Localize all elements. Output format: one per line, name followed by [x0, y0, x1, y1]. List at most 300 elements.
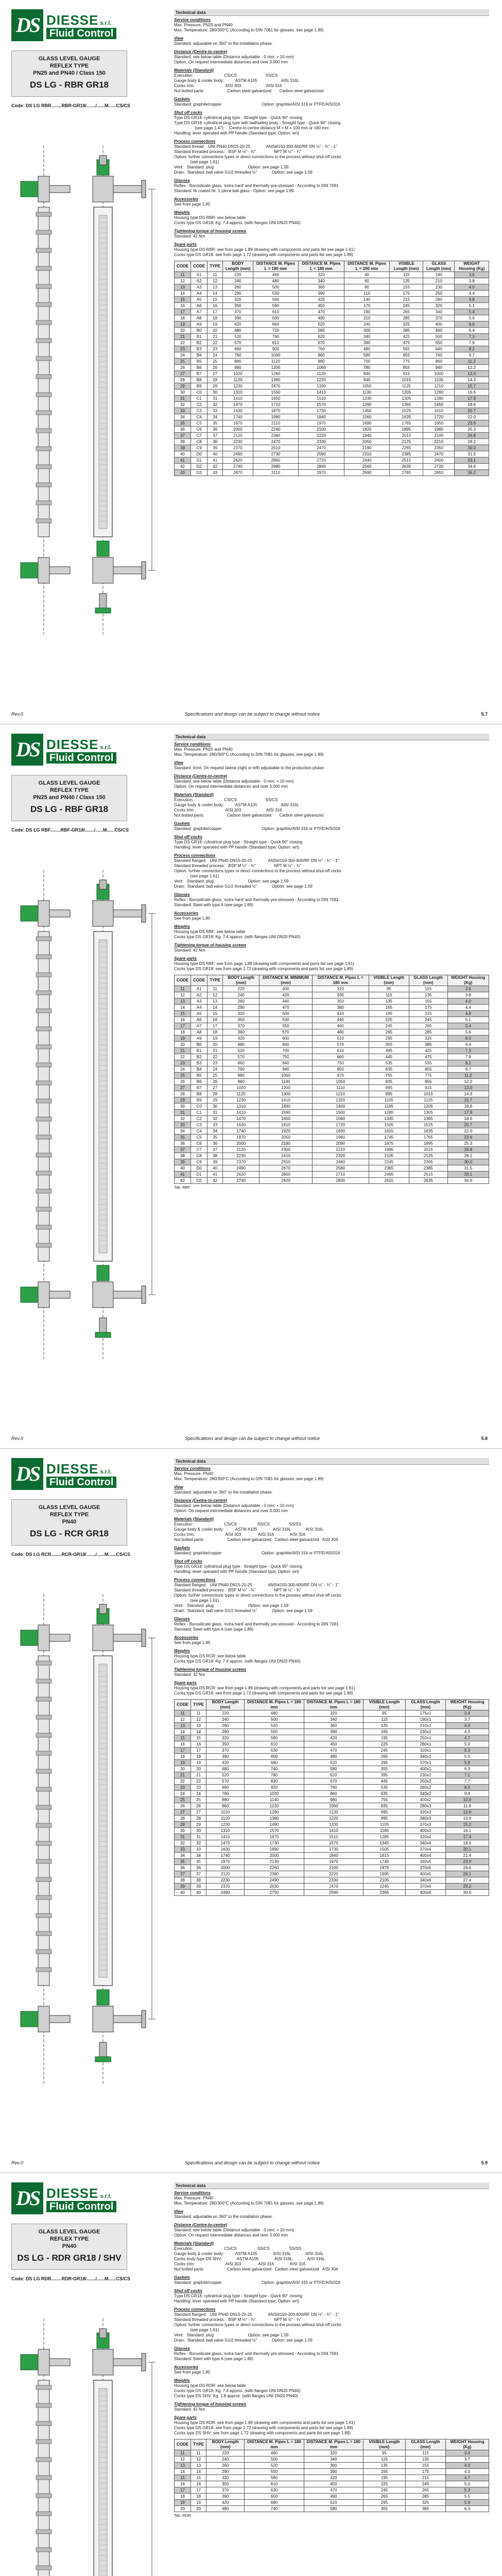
spec-section [174, 892, 489, 908]
spec-line: Option: further connections types or direct connections to the process without shut-off cocks [174, 2323, 341, 2327]
spec-line: Reflex - Borosilicate glass, 'extra hard' and thermally pre-stressed - According to DIN 7081 [174, 897, 339, 902]
table-cell: 1015 [390, 377, 423, 383]
table-cell: 24 [207, 352, 223, 359]
table-cell: 1895 [409, 1141, 447, 1147]
table-cell: 1140 [245, 1797, 304, 1803]
model-name: DS LG - RDR GR18 / SHV [17, 2253, 122, 2263]
table-cell: 225 [363, 2481, 406, 2487]
table-cell: 1710 [253, 402, 299, 408]
table-cell: 17 [175, 309, 191, 315]
table-cell: 740 [245, 1766, 304, 1772]
spec-line: Standard: see below table (Distance adjustable - 0 mm; + 10 mm) [174, 1503, 294, 1508]
table-cell: 165 [363, 1729, 406, 1735]
table-row [175, 1085, 489, 1091]
table-cell: 30 [175, 389, 191, 396]
table-cell: 2120 [223, 433, 253, 439]
table-cell: 960 [223, 1079, 259, 1085]
table-row [175, 1890, 489, 1896]
spec-line: Handling: lever operated with PP handle (Standard type; Option: wrt) [174, 1569, 300, 1574]
valve-body [93, 2349, 113, 2375]
table-cell: 1745 [363, 1859, 406, 1865]
table-header-cell: DISTANCE M. Pipes L = 180 mm [253, 261, 299, 272]
brand-name: DIESSE s.r.l. [46, 737, 112, 752]
table-cell: 880 [223, 1073, 259, 1079]
table-cell: 2130 [245, 1859, 304, 1865]
table-header-cell: DISTANCE M. Pipes L = 180 mm [245, 1700, 304, 1710]
table-row [175, 445, 489, 451]
table-row [175, 365, 489, 371]
table-cell: 32 [207, 402, 223, 408]
table-cell: 31 [175, 396, 191, 402]
table-cell: 1450 [344, 408, 390, 414]
spec-line: Cocks type DS GR18: Kg. 7.4 approx. (with flanges UNI DN20 PN40) [174, 2388, 301, 2393]
table-cell: 1995 [363, 1871, 406, 1877]
table-cell: 1650 [259, 1116, 313, 1122]
table-cell: 1310 [223, 389, 253, 396]
cover-bolt [36, 1661, 51, 1665]
table-cell: 29 [175, 1097, 191, 1104]
table-cell: 570 [259, 1029, 313, 1036]
table-cell: 2015 [409, 1147, 447, 1153]
flange [142, 180, 146, 198]
valve-handle-side [21, 1630, 38, 1646]
table-cell: 27 [207, 1085, 223, 1091]
spec-line: See from page 1.85 [174, 2370, 211, 2375]
table-cell: 520 [304, 1760, 363, 1766]
table-cell: 5.0 [445, 1741, 489, 1748]
table-cell: 25 [191, 1797, 206, 1803]
table-cell: 1120 [223, 377, 253, 383]
spec-section [174, 2307, 489, 2343]
table-cell: 20 [207, 328, 223, 334]
table-header-cell: GLASS Length (mm) [405, 1700, 445, 1710]
table-cell: 22 [191, 1778, 206, 1785]
table-cell: 14 [207, 291, 223, 297]
table-cell: 2620 [223, 1172, 259, 1178]
table-cell: 2180 [259, 1141, 313, 1147]
table-row [175, 1060, 489, 1066]
table-cell: 1490 [259, 1104, 313, 1110]
spec-section [174, 1559, 489, 1574]
table-cell: 2620 [223, 457, 253, 464]
table-row [175, 315, 489, 321]
table-cell: 15.7 [447, 1097, 489, 1104]
table-cell: 530 [253, 291, 299, 297]
table-cell: 445 [369, 1054, 409, 1060]
table-cell: 340 [304, 1717, 363, 1723]
table-cell: 8.2 [455, 346, 489, 352]
spec-section [174, 792, 489, 818]
table-cell: 620 [304, 1772, 363, 1778]
table-row [175, 1865, 489, 1871]
table-cell: 1840 [299, 414, 344, 420]
table-row [175, 998, 489, 1005]
table-cell: 43 [207, 470, 223, 476]
table-cell: 1120 [223, 1091, 259, 1097]
table-cell: 2490 [245, 1877, 304, 1884]
table-cell: 2690 [344, 470, 390, 476]
table-cell: 290 [223, 1005, 259, 1011]
valve-body [93, 176, 113, 202]
table-cell: 2980 [253, 464, 299, 470]
table-cell: 25 [207, 1073, 223, 1079]
table-row [175, 1877, 489, 1884]
table-cell: 1200 [259, 1085, 313, 1091]
table-cell: 1500 [312, 1110, 369, 1116]
table-cell: C5 [191, 1134, 207, 1141]
table-cell: D1 [191, 1172, 207, 1178]
table-cell: 355 [369, 1042, 409, 1048]
vent-plug [99, 2329, 107, 2338]
table-cell: 400x2 [405, 1797, 445, 1803]
table-header-cell: CODE [175, 975, 191, 986]
title-line-2: REFLEX TYPE [49, 63, 89, 69]
table-cell: 26.8 [455, 433, 489, 439]
table-header-cell: VISIBLE Length (mm) [390, 261, 423, 272]
spec-line: Drain: Standard: ball valve G1/2 threaded ½" Option: see page 1.59 [174, 1608, 313, 1613]
table-cell: 340x5 [405, 1859, 445, 1865]
spec-section-heading: Glasses [174, 2346, 190, 2351]
table-cell: 1185 [369, 1104, 409, 1110]
table-cell: B1 [191, 1048, 207, 1054]
cover-bolt [36, 284, 51, 289]
table-cell: 1125 [409, 1097, 447, 1104]
table-cell: 2515 [409, 1172, 447, 1178]
valve-handle-icon [97, 1265, 109, 1281]
table-cell: 210x1 [405, 1723, 445, 1729]
cover-bolt [36, 2512, 51, 2516]
table-cell: 33 [175, 1846, 191, 1853]
table-cell: 31 [191, 1834, 206, 1840]
table-cell: 1220 [299, 377, 344, 383]
table-cell: 175 [405, 2469, 445, 2475]
table-cell: 1100 [423, 377, 455, 383]
table-cell: 635 [363, 1791, 406, 1797]
table-cell: 780 [245, 1772, 304, 1778]
table-cell: 30.0 [447, 1159, 489, 1165]
table-cell: 2920 [259, 1178, 313, 1184]
table-cell: 19 [207, 1036, 223, 1042]
cover-bolt [36, 1027, 51, 1031]
process-connection-side [49, 185, 70, 193]
spec-section [174, 197, 489, 207]
spec-section [174, 774, 489, 789]
table-row [175, 291, 489, 297]
table-header-cell: TYPE [207, 261, 223, 272]
table-row [175, 2475, 489, 2481]
table-row [175, 2481, 489, 2487]
table-cell: 1970 [304, 1859, 363, 1865]
table-cell: 16 [207, 1017, 223, 1023]
spec-line: Standard: Steel with type A (see page 1.89) [174, 2357, 253, 2361]
spec-section-heading: Accessories [174, 1635, 199, 1640]
table-cell: 750 [259, 1054, 313, 1060]
cover-bolt [36, 1207, 51, 1211]
table-cell: 24 [175, 1066, 191, 1073]
table-cell: 1870 [253, 408, 299, 414]
table-cell: 630 [245, 1748, 304, 1754]
table-row [175, 1011, 489, 1017]
table-row [175, 1122, 489, 1128]
table-cell: 320 [223, 297, 253, 303]
table-cell: B0 [191, 1042, 207, 1048]
table-cell: 1570 [245, 1828, 304, 1834]
spec-section-heading: Distance (Centre-to-centre) [174, 774, 228, 778]
cover-bolt [36, 411, 51, 415]
table-cell: 13.0 [447, 1085, 489, 1091]
table-cell: 2090 [312, 1141, 369, 1147]
table-cell: 660 [253, 321, 299, 328]
table-cell: 370 [206, 1748, 245, 1754]
table-cell: 860 [304, 1791, 363, 1797]
table-cell: 2635 [390, 464, 423, 470]
valve-handle-side [21, 906, 38, 921]
catalog-page [0, 0, 502, 724]
table-cell: 2210 [423, 439, 455, 445]
spec-line: Housing type DS RCR: see from page 1.89 (drawing with components and parts list see page 1.61) [174, 1686, 355, 1690]
table-cell: 490 [304, 1754, 363, 1760]
table-cell: 350 [223, 303, 253, 309]
table-row [175, 1091, 489, 1097]
valve-body-side [38, 2349, 49, 2375]
table-cell: 325 [409, 1036, 447, 1042]
table-cell: 2630 [245, 1884, 304, 1890]
table-cell: 36 [191, 1865, 206, 1871]
spec-section [174, 1485, 489, 1495]
table-cell: 4.7 [445, 1735, 489, 1741]
table-cell: 760 [299, 346, 344, 352]
flange [142, 2353, 146, 2371]
table-cell: 26 [191, 1803, 206, 1809]
table-row [175, 1153, 489, 1159]
table-cell: 2000 [206, 1865, 245, 1871]
table-cell: 18 [191, 2494, 206, 2500]
spec-section [174, 924, 489, 940]
table-cell: 2440 [344, 457, 390, 464]
table-cell: 4.3 [445, 2469, 489, 2475]
table-cell: A8 [191, 315, 207, 321]
table-cell: 480 [245, 2450, 304, 2456]
spec-line: Drain: Standard: ball valve G1/2 threaded ½" Option: see page 1.59 [174, 170, 313, 175]
table-cell: 370x6 [405, 1884, 445, 1890]
table-cell: 31.5 [455, 451, 489, 457]
cover-bolt [36, 1733, 51, 1737]
table-cell: 2190 [344, 445, 390, 451]
table-cell: 390 [206, 1754, 245, 1760]
table-cell: A2 [191, 992, 207, 998]
table-cell: 25 [175, 1073, 191, 1079]
table-cell: 295 [369, 1036, 409, 1042]
spec-line: Execution: CS/CS SS/CS SS/SS [174, 1522, 302, 1527]
table-cell: 500 [423, 334, 455, 340]
spec-line: Cocks trim: AISI 303 AISI 316 AISI 316 [174, 2262, 306, 2266]
table-cell: 38 [175, 1877, 191, 1884]
table-cell: 570 [223, 1054, 259, 1060]
table-cell: 630 [245, 2487, 304, 2494]
spec-section-heading: Process connections [174, 2307, 216, 2312]
process-connection-side [49, 1634, 70, 1641]
table-cell: 220 [223, 272, 253, 278]
table-cell: 600 [259, 1036, 313, 1042]
spec-section-heading: Glasses [174, 1617, 190, 1621]
table-cell: 21 [175, 334, 191, 340]
title-line-1: GLASS LEVEL GAUGE [38, 780, 100, 786]
table-cell: 1840 [304, 1853, 363, 1859]
table-cell: 370 [206, 2487, 245, 2494]
table-row [175, 1710, 489, 1717]
valve-handle-side [21, 181, 38, 197]
table-cell: 2320 [312, 1153, 369, 1159]
table-cell: 490 [304, 2494, 363, 2500]
table-cell: 550 [245, 2469, 304, 2475]
spec-line: Cocks type DS SHV: see from page 1.72 (drawing with components and parts list see page 1.89) [174, 2431, 351, 2435]
table-cell: 265 [363, 1754, 406, 1760]
spec-section-heading: Service conditions [174, 742, 211, 747]
table-cell: 4.4 [447, 1005, 489, 1011]
spec-section-heading: Service conditions [174, 2191, 211, 2195]
table-cell: 2050 [259, 1134, 313, 1141]
table-cell: 1050 [344, 383, 390, 389]
table-cell: 155 [405, 2463, 445, 2469]
spec-line: Standard: 42 Nm [174, 1672, 205, 1677]
spec-section [174, 49, 489, 65]
table-cell: 1630 [223, 408, 253, 414]
table-cell: 2330 [299, 439, 344, 445]
table-cell: 26 [175, 1803, 191, 1809]
technical-data [174, 2182, 489, 2518]
table-cell: 2870 [223, 470, 253, 476]
table-cell: 1510 [304, 1834, 363, 1840]
table-cell: 555 [390, 346, 423, 352]
table-row [175, 1859, 489, 1865]
table-cell: 39 [207, 445, 223, 451]
table-cell: 425 [390, 334, 423, 340]
table-row [175, 1766, 489, 1772]
table-cell: 320 [206, 1735, 245, 1741]
spec-line: Execution: CS/CS SS/CS [174, 798, 278, 802]
table-cell: 14 [175, 1005, 191, 1011]
table-cell: B2 [191, 340, 207, 346]
table-cell: 580 [245, 2475, 304, 2481]
spec-section [174, 178, 489, 194]
table-note: Tab. RBF [174, 1185, 191, 1190]
table-header-cell: DISTANCE M. Pipes L = 180 mm [312, 975, 369, 986]
table-cell: 5.4 [447, 1023, 489, 1029]
title-line-1: GLASS LEVEL GAUGE [38, 2229, 100, 2235]
table-row [175, 1147, 489, 1153]
table-cell: 10.9 [445, 1797, 489, 1803]
table-cell: 27 [191, 1809, 206, 1816]
table-cell: 4.8 [455, 297, 489, 303]
table-cell: 115 [363, 1717, 406, 1723]
model-name: DS LG - RBF GR18 [30, 804, 109, 814]
spec-section [174, 2241, 489, 2272]
table-cell: 31 [175, 1834, 191, 1840]
table-header-cell: GLASS Length (mm) [423, 261, 455, 272]
model-name: DS LG - RBR GR18 [29, 80, 109, 90]
table-cell: 1120 [253, 359, 299, 365]
table-cell: 570 [312, 1042, 369, 1048]
table-cell: 16 [175, 2481, 191, 2487]
spec-line: See from page 1.85 [174, 202, 211, 207]
spec-line: Standard threaded process: BSP M ½" - ¾" NPT M ½" - ¾" [174, 863, 302, 868]
table-cell: 1230 [344, 396, 390, 402]
table-header-cell: BODY Length (mm) [206, 2439, 245, 2450]
table-cell: 720 [253, 328, 299, 334]
table-cell: 22 [175, 1778, 191, 1785]
table-cell: C6 [191, 1141, 207, 1147]
table-cell: 25 [175, 1797, 191, 1803]
table-header-cell: TYPE [207, 975, 223, 986]
table-row [175, 284, 489, 291]
table-cell: 2385 [409, 1165, 447, 1172]
drain-valve [99, 2042, 107, 2057]
table-cell: 380 [312, 1005, 369, 1011]
table-cell: 2365 [363, 1890, 406, 1896]
table-cell: 835 [363, 1803, 406, 1809]
table-row [175, 408, 489, 414]
spec-section-heading: Process connections [174, 139, 216, 144]
page-number: 5.9 [481, 2160, 488, 2165]
table-cell: 920 [245, 1785, 304, 1791]
table-cell: 25 [207, 359, 223, 365]
table-row [175, 1116, 489, 1122]
spec-section-heading: Process connections [174, 853, 216, 858]
table-cell: 3.8 [455, 278, 489, 284]
cover-bolt [36, 1968, 51, 1972]
table-cell: 340 [299, 278, 344, 284]
spec-line: Standard: Steel with type A (see page 1.89) [174, 1627, 253, 1632]
table-cell: 2470 [304, 1884, 363, 1890]
table-cell: 995 [363, 1816, 406, 1822]
table-row [175, 1748, 489, 1754]
table-cell: 3.6 [447, 986, 489, 992]
vent-plug [99, 880, 107, 889]
table-cell: 25.3 [447, 1141, 489, 1147]
table-cell: 21 [175, 1772, 191, 1778]
table-cell: 1020 [206, 1809, 245, 1816]
ds-logo-icon: DS [11, 2182, 43, 2214]
table-cell: 22 [207, 1054, 223, 1060]
brand-subtitle: Fluid Control [46, 28, 116, 39]
table-cell: 8.2 [447, 1060, 489, 1066]
spec-line: Standard flanged: UNI PN40 DN15-20-25 ANSI#150-300-600/RF DN ½" - ¾" - 1" [174, 2312, 339, 2317]
table-cell: 2635 [409, 1178, 447, 1184]
table-cell: 580 [344, 352, 390, 359]
cover-bolt [36, 1045, 51, 1049]
table-cell: 220 [206, 2450, 245, 2456]
spec-section [174, 1546, 489, 1556]
diesse-logo [11, 1458, 125, 1490]
table-cell: B9 [191, 383, 207, 389]
table-cell: 2410 [259, 1153, 313, 1159]
table-header-cell: VISIBLE Length (mm) [363, 2439, 406, 2450]
table-header-cell: DISTANCE M. Pipes L = 180 mm [299, 261, 344, 272]
table-row [175, 1110, 489, 1116]
table-cell: 560 [253, 297, 299, 303]
table-cell: 2495 [369, 1172, 409, 1178]
table-cell: 1720 [312, 1122, 369, 1128]
spec-line: Standard flanged: UNI PN40 DN15-20-25 ANSI#150-300-600/RF DN ½" - ¾" - 1" [174, 1583, 339, 1587]
table-cell: 22 [175, 340, 191, 346]
table-cell: 1330 [299, 383, 344, 389]
table-cell: 30.0 [455, 445, 489, 451]
table-cell: 34 [175, 1853, 191, 1859]
table-cell: C0 [191, 1104, 207, 1110]
table-cell: 350 [312, 998, 369, 1005]
spec-line: Cocks trim: AISI 303 AISI 316 [174, 83, 282, 88]
table-cell: 320 [423, 303, 455, 309]
